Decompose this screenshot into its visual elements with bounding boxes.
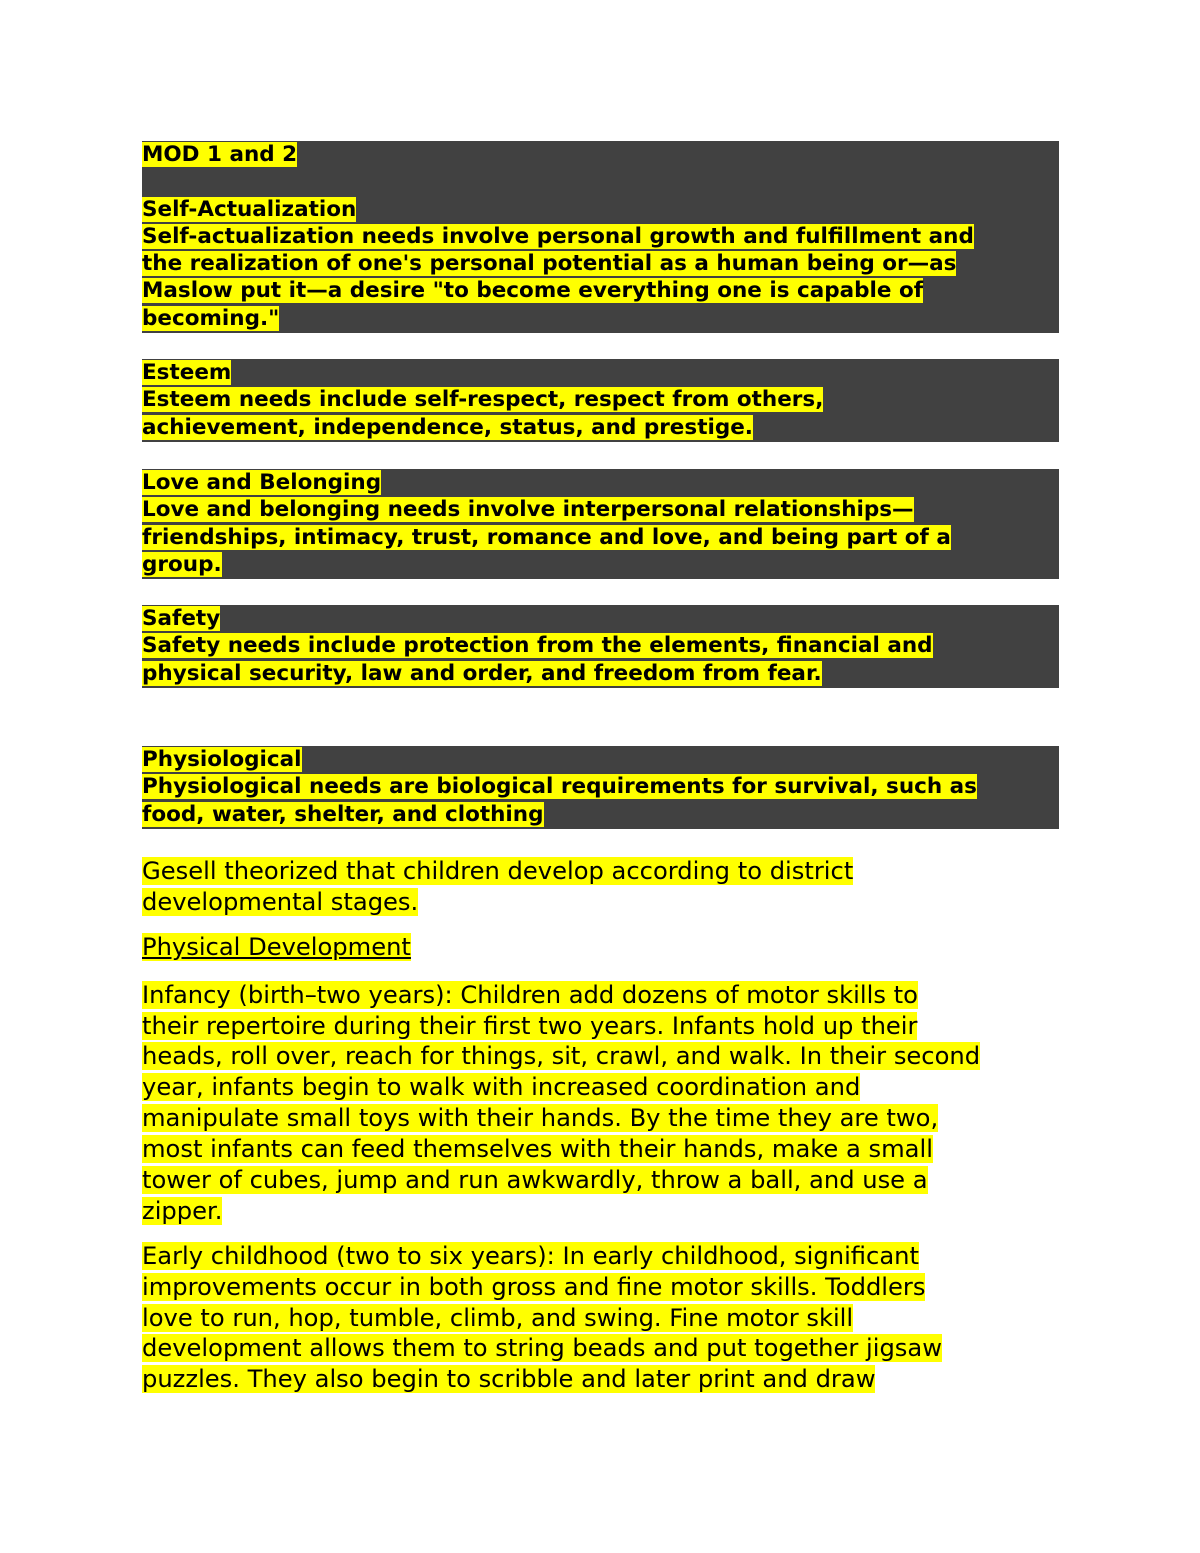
safety-line-1: Safety needs include protection from the elements, financial and xyxy=(142,633,933,659)
self-actualization-line-4: becoming." xyxy=(142,305,280,331)
block-esteem xyxy=(142,359,1059,442)
infancy-line-3: heads, roll over, reach for things, sit, crawl, and walk. In their second xyxy=(142,1042,981,1071)
block-physiological xyxy=(142,746,1059,829)
infancy-line-5: manipulate small toys with their hands. By the time they are two, xyxy=(142,1104,939,1133)
early-childhood-line-2: improvements occur in both gross and fine motor skills. Toddlers xyxy=(142,1272,926,1301)
infancy-line-4: year, infants begin to walk with increased coordination and xyxy=(142,1073,861,1102)
heading-esteem: Esteem xyxy=(142,360,232,385)
heading-safety: Safety xyxy=(142,606,221,631)
heading-love-belonging: Love and Belonging xyxy=(142,470,382,495)
infancy-line-7: tower of cubes, jump and run awkwardly, throw a ball, and use a xyxy=(142,1166,928,1195)
infancy-line-6: most infants can feed themselves with their hands, make a small xyxy=(142,1135,933,1164)
infancy-line-8: zipper. xyxy=(142,1196,223,1225)
block-safety xyxy=(142,605,1059,688)
early-childhood-line-1: Early childhood (two to six years): In early childhood, significant xyxy=(142,1241,919,1270)
gesell-line-2: developmental stages. xyxy=(142,887,419,916)
esteem-line-1: Esteem needs include self-respect, respect from others, xyxy=(142,387,824,413)
physiological-line-1: Physiological needs are biological requirements for survival, such as xyxy=(142,774,977,800)
gesell-paragraph xyxy=(142,856,1059,918)
early-childhood-line-5: puzzles. They also begin to scribble and later print and draw xyxy=(142,1365,876,1394)
self-actualization-line-1: Self-actualization needs involve personal growth and fulfillment and xyxy=(142,223,974,249)
gesell-line-1: Gesell theorized that children develop according to district xyxy=(142,857,854,885)
early-childhood-line-3: love to run, hop, tumble, climb, and swing. Fine motor skill xyxy=(142,1303,854,1332)
infancy-line-2: their repertoire during their first two years. Infants hold up their xyxy=(142,1011,918,1040)
self-actualization-line-2: the realization of one's personal potential as a human being or—as xyxy=(142,251,957,277)
physiological-line-2: food, water, shelter, and clothing xyxy=(142,801,544,827)
document-page xyxy=(142,141,1059,1395)
love-belonging-line-3: group. xyxy=(142,551,222,577)
heading-self-actualization: Self-Actualization xyxy=(142,196,357,222)
early-childhood-paragraph xyxy=(142,1241,1059,1395)
love-belonging-line-2: friendships, intimacy, trust, romance and love, and being part of a xyxy=(142,524,951,550)
block-love-belonging xyxy=(142,469,1059,579)
physical-development-heading: Physical Development xyxy=(142,932,411,961)
love-belonging-line-1: Love and belonging needs involve interpersonal relationships— xyxy=(142,497,914,523)
physical-development-heading-row xyxy=(142,932,1059,963)
heading-physiological: Physiological xyxy=(142,747,302,772)
infancy-line-1: Infancy (birth–two years): Children add dozens of motor skills to xyxy=(142,980,918,1009)
esteem-line-2: achievement, independence, status, and prestige. xyxy=(142,414,753,440)
infancy-paragraph xyxy=(142,980,1059,1227)
block-self-actualization xyxy=(142,141,1059,333)
document-title: MOD 1 and 2 xyxy=(142,142,298,167)
early-childhood-line-4: development allows them to string beads and put together jigsaw xyxy=(142,1334,943,1363)
self-actualization-line-3: Maslow put it—a desire "to become everything one is capable of xyxy=(142,278,924,304)
safety-line-2: physical security, law and order, and freedom from fear. xyxy=(142,660,822,686)
